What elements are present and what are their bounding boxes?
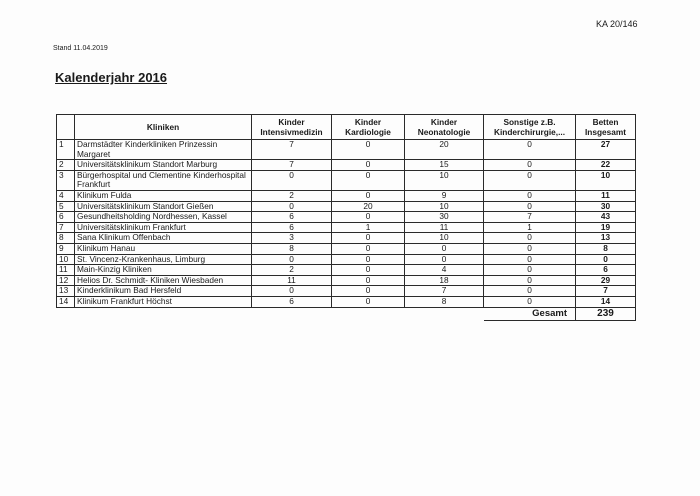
table-row <box>57 265 636 276</box>
table-row <box>57 222 636 233</box>
table-row <box>57 140 636 160</box>
row-number: 11 <box>57 265 75 276</box>
other-value: 0 <box>484 243 576 254</box>
beds-total-value: 43 <box>576 212 636 223</box>
empty-cell <box>57 307 75 320</box>
table-row <box>57 286 636 297</box>
other-value: 0 <box>484 140 576 160</box>
row-number: 10 <box>57 254 75 265</box>
row-number: 13 <box>57 286 75 297</box>
neonatology-value: 18 <box>405 275 484 286</box>
neonatology-value: 20 <box>405 140 484 160</box>
beds-total-value: 22 <box>576 160 636 171</box>
empty-cell <box>75 307 252 320</box>
clinic-name: Bürgerhospital und Clementine Kinderhospital Frankfurt <box>75 170 252 190</box>
row-number: 8 <box>57 233 75 244</box>
intensive-care-value: 8 <box>252 243 332 254</box>
intensive-care-value: 0 <box>252 254 332 265</box>
row-number: 7 <box>57 222 75 233</box>
empty-cell <box>252 307 332 320</box>
clinic-name: Klinikum Frankfurt Höchst <box>75 296 252 307</box>
page-title: Kalenderjahr 2016 <box>55 70 168 85</box>
intensive-care-value: 3 <box>252 233 332 244</box>
cardiology-value: 0 <box>332 286 405 297</box>
row-number: 3 <box>57 170 75 190</box>
neonatology-value: 30 <box>405 212 484 223</box>
beds-total-value: 19 <box>576 222 636 233</box>
column-header-other: Sonstige z.B. Kinderchirurgie,... <box>484 115 576 140</box>
neonatology-value: 11 <box>405 222 484 233</box>
cardiology-value: 0 <box>332 170 405 190</box>
other-value: 0 <box>484 265 576 276</box>
intensive-care-value: 6 <box>252 212 332 223</box>
column-header-intensive-care: Kinder Intensivmedizin <box>252 115 332 140</box>
column-header-cardiology: Kinder Kardiologie <box>332 115 405 140</box>
row-number: 2 <box>57 160 75 171</box>
cardiology-value: 20 <box>332 201 405 212</box>
table-row <box>57 233 636 244</box>
table-body <box>57 140 636 321</box>
other-value: 0 <box>484 190 576 201</box>
beds-total-value: 27 <box>576 140 636 160</box>
intensive-care-value: 11 <box>252 275 332 286</box>
beds-total-value: 11 <box>576 190 636 201</box>
total-row <box>57 307 636 320</box>
neonatology-value: 0 <box>405 254 484 265</box>
other-value: 7 <box>484 212 576 223</box>
cardiology-value: 0 <box>332 140 405 160</box>
clinic-name: Klinikum Fulda <box>75 190 252 201</box>
clinic-name: Universitätsklinikum Standort Gießen <box>75 201 252 212</box>
other-value: 0 <box>484 233 576 244</box>
neonatology-value: 7 <box>405 286 484 297</box>
cardiology-value: 0 <box>332 243 405 254</box>
other-value: 0 <box>484 286 576 297</box>
clinic-name: Main-Kinzig Kliniken <box>75 265 252 276</box>
document-id: KA 20/146 <box>596 19 638 29</box>
cardiology-value: 1 <box>332 222 405 233</box>
cardiology-value: 0 <box>332 275 405 286</box>
row-number: 9 <box>57 243 75 254</box>
beds-total-value: 6 <box>576 265 636 276</box>
clinic-name: St. Vincenz-Krankenhaus, Limburg <box>75 254 252 265</box>
total-value: 239 <box>576 307 636 320</box>
intensive-care-value: 0 <box>252 201 332 212</box>
intensive-care-value: 0 <box>252 170 332 190</box>
beds-total-value: 10 <box>576 170 636 190</box>
neonatology-value: 0 <box>405 243 484 254</box>
neonatology-value: 9 <box>405 190 484 201</box>
column-header-neonatology: Kinder Neonatologie <box>405 115 484 140</box>
cardiology-value: 0 <box>332 254 405 265</box>
other-value: 0 <box>484 170 576 190</box>
table-row <box>57 296 636 307</box>
beds-total-value: 14 <box>576 296 636 307</box>
column-header-clinics: Kliniken <box>75 115 252 140</box>
beds-total-value: 29 <box>576 275 636 286</box>
clinic-name: Gesundheitsholding Nordhessen, Kassel <box>75 212 252 223</box>
table-header-row <box>57 115 636 140</box>
clinic-name: Kinderklinikum Bad Hersfeld <box>75 286 252 297</box>
neonatology-value: 4 <box>405 265 484 276</box>
cardiology-value: 0 <box>332 265 405 276</box>
clinic-name: Universitätsklinikum Frankfurt <box>75 222 252 233</box>
table-row <box>57 212 636 223</box>
table-row <box>57 160 636 171</box>
cardiology-value: 0 <box>332 296 405 307</box>
status-date: Stand 11.04.2019 <box>53 45 108 52</box>
other-value: 0 <box>484 254 576 265</box>
row-number: 1 <box>57 140 75 160</box>
other-value: 1 <box>484 222 576 233</box>
intensive-care-value: 6 <box>252 222 332 233</box>
table-row <box>57 190 636 201</box>
column-header-number <box>57 115 75 140</box>
cardiology-value: 0 <box>332 160 405 171</box>
neonatology-value: 10 <box>405 233 484 244</box>
table-row <box>57 254 636 265</box>
row-number: 6 <box>57 212 75 223</box>
intensive-care-value: 2 <box>252 190 332 201</box>
neonatology-value: 15 <box>405 160 484 171</box>
intensive-care-value: 2 <box>252 265 332 276</box>
clinic-name: Klinikum Hanau <box>75 243 252 254</box>
other-value: 0 <box>484 275 576 286</box>
beds-total-value: 8 <box>576 243 636 254</box>
neonatology-value: 10 <box>405 170 484 190</box>
row-number: 4 <box>57 190 75 201</box>
empty-cell <box>332 307 405 320</box>
neonatology-value: 10 <box>405 201 484 212</box>
clinic-name: Darmstädter Kinderkliniken Prinzessin Margaret <box>75 140 252 160</box>
beds-table <box>56 114 636 321</box>
beds-total-value: 13 <box>576 233 636 244</box>
neonatology-value: 8 <box>405 296 484 307</box>
empty-cell <box>405 307 484 320</box>
clinic-name: Sana Klinikum Offenbach <box>75 233 252 244</box>
row-number: 5 <box>57 201 75 212</box>
other-value: 0 <box>484 160 576 171</box>
row-number: 14 <box>57 296 75 307</box>
table-row <box>57 275 636 286</box>
total-label: Gesamt <box>484 307 576 320</box>
intensive-care-value: 7 <box>252 140 332 160</box>
beds-total-value: 30 <box>576 201 636 212</box>
clinic-name: Helios Dr. Schmidt- Kliniken Wiesbaden <box>75 275 252 286</box>
other-value: 0 <box>484 201 576 212</box>
cardiology-value: 0 <box>332 190 405 201</box>
beds-total-value: 0 <box>576 254 636 265</box>
table-row <box>57 243 636 254</box>
table-row <box>57 170 636 190</box>
other-value: 0 <box>484 296 576 307</box>
beds-total-value: 7 <box>576 286 636 297</box>
row-number: 12 <box>57 275 75 286</box>
clinic-name: Universitätsklinikum Standort Marburg <box>75 160 252 171</box>
column-header-beds-total: Betten Insgesamt <box>576 115 636 140</box>
cardiology-value: 0 <box>332 212 405 223</box>
table-row <box>57 201 636 212</box>
intensive-care-value: 0 <box>252 286 332 297</box>
intensive-care-value: 6 <box>252 296 332 307</box>
cardiology-value: 0 <box>332 233 405 244</box>
intensive-care-value: 7 <box>252 160 332 171</box>
